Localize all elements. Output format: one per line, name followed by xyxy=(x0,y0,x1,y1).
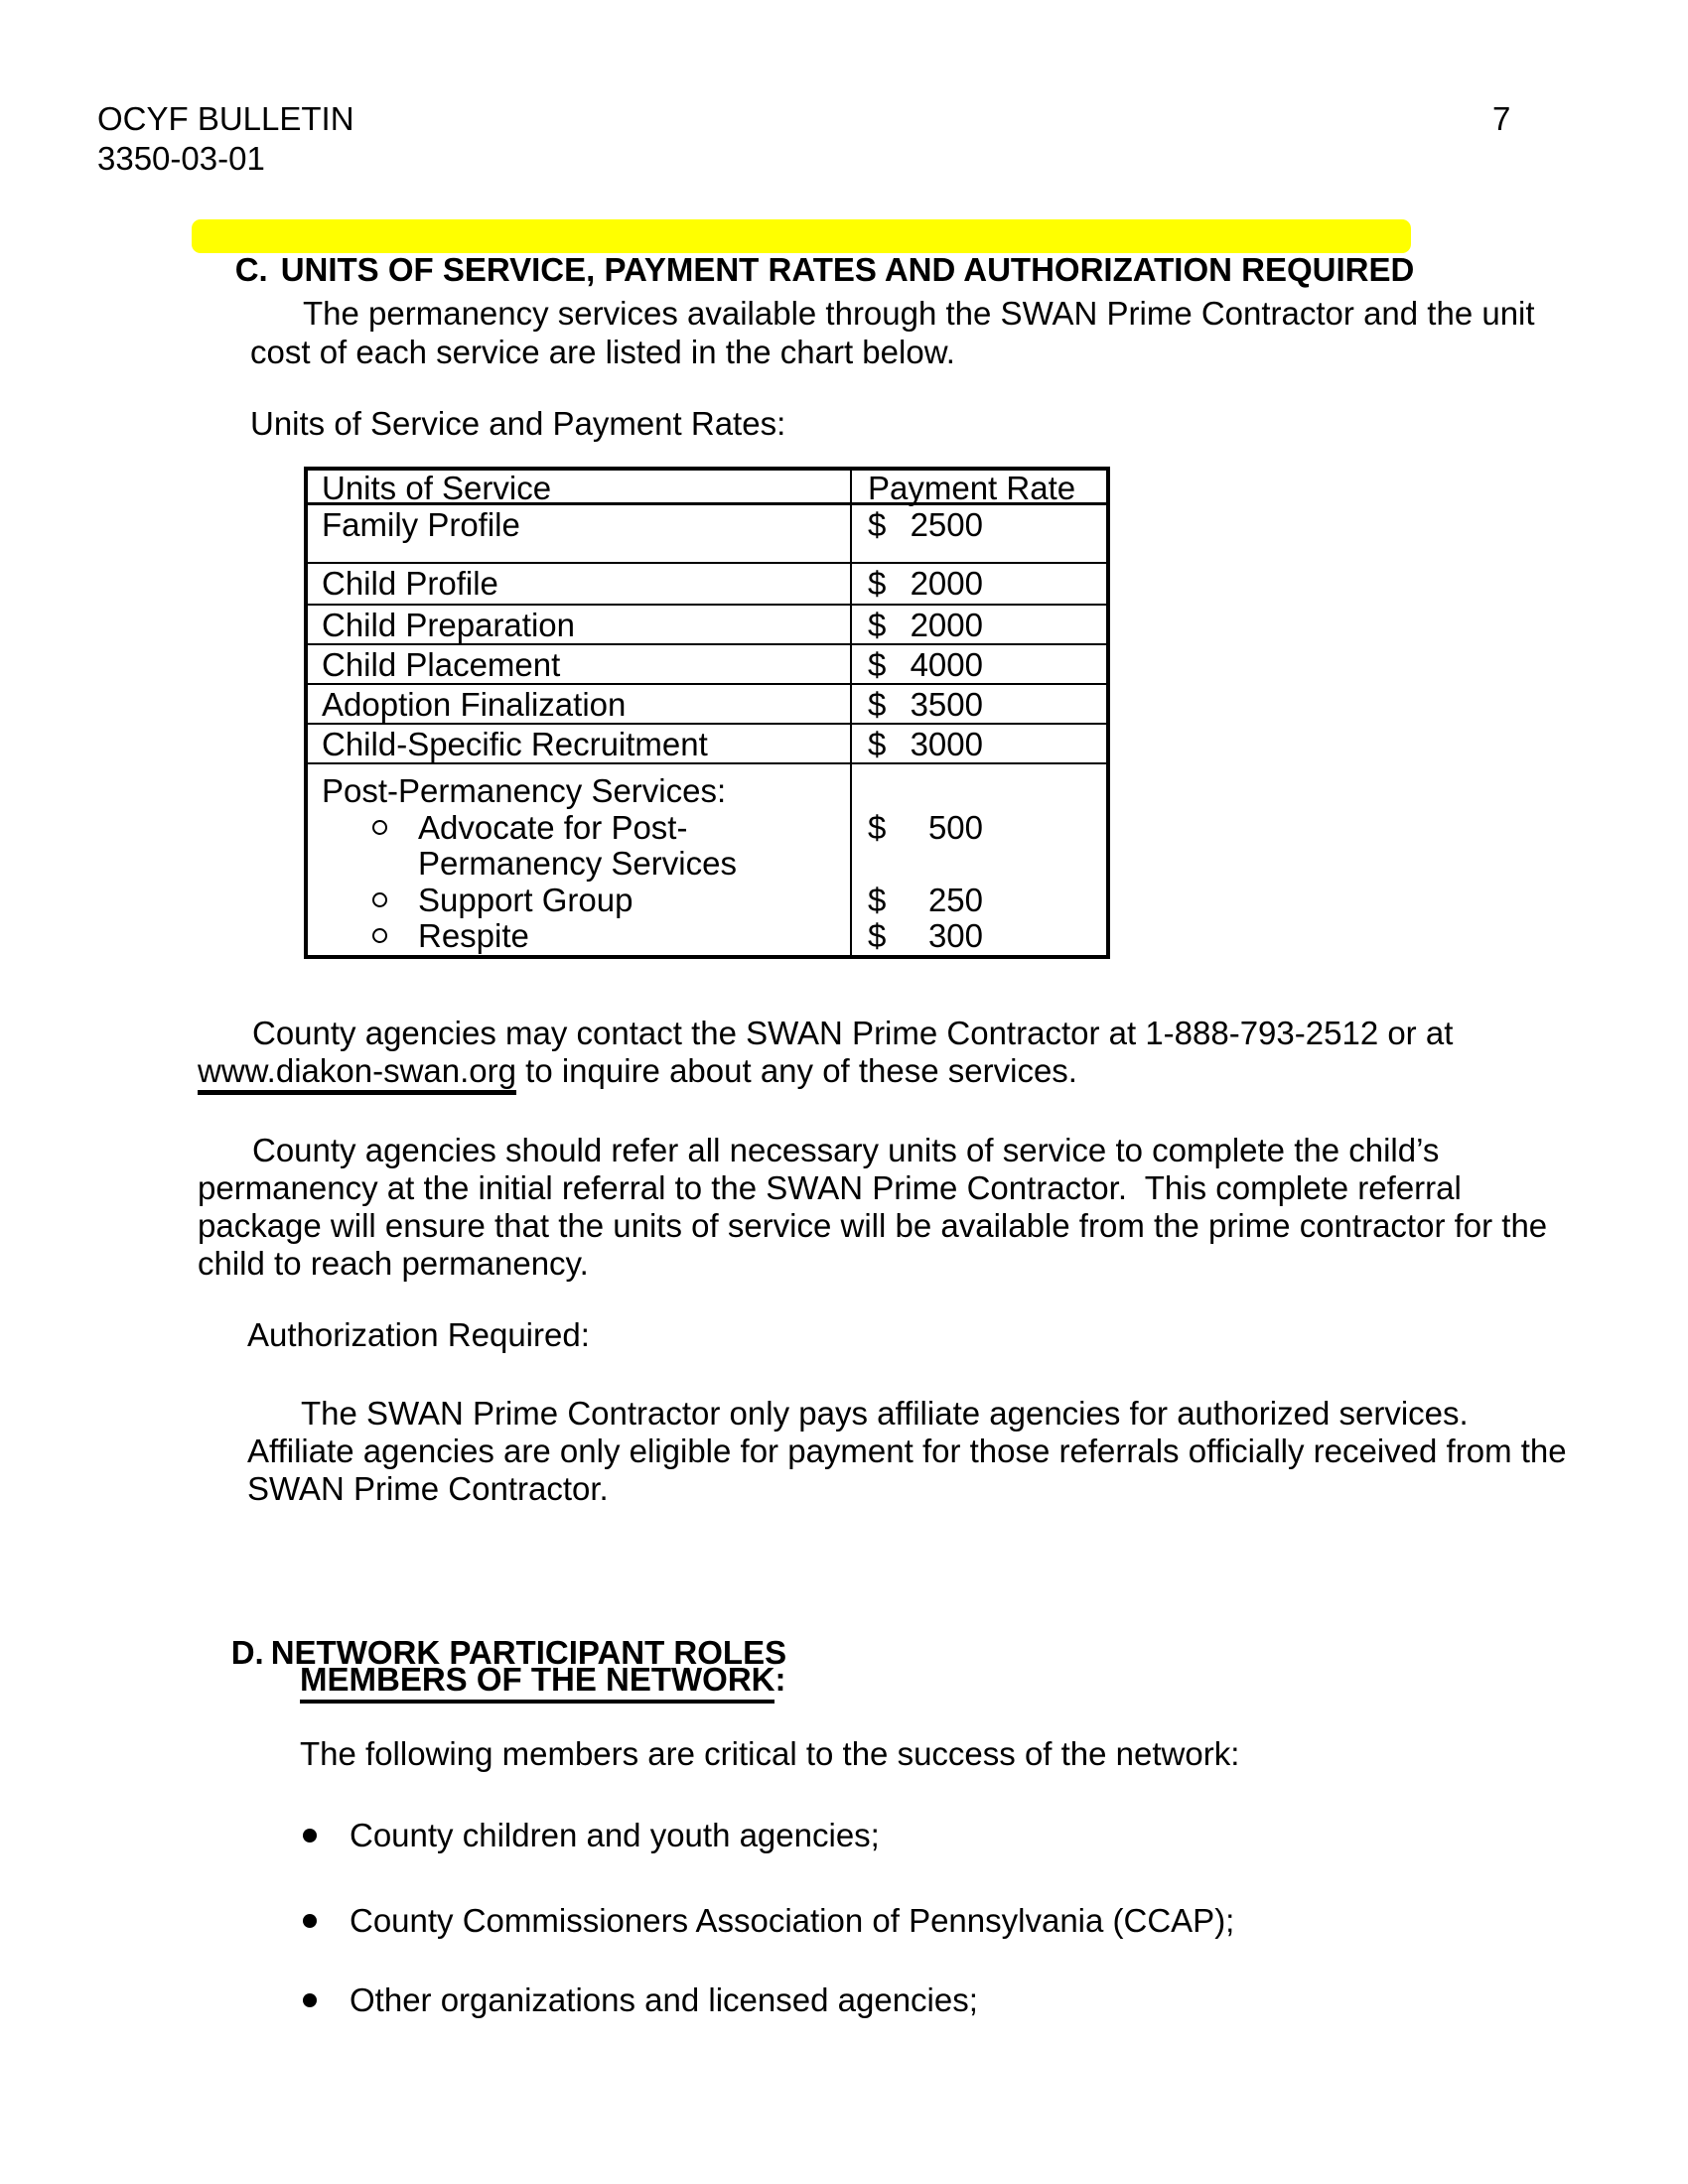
paragraph-line: The SWAN Prime Contractor only pays affiliate agencies for authorized services. xyxy=(301,1395,1469,1432)
rate-cell xyxy=(852,725,1106,762)
rate-amount: 2000 xyxy=(910,565,983,602)
bullet-icon xyxy=(303,1993,317,2007)
group-label: Post-Permanency Services: xyxy=(322,772,727,809)
intro-paragraph xyxy=(250,294,1551,371)
paragraph-line: The permanency services available through the SWAN Prime Contractor and the unit xyxy=(303,295,1535,332)
header-title: OCYF BULLETIN xyxy=(97,100,354,137)
item-line: Support Group xyxy=(418,881,633,918)
dollar-sign: $ xyxy=(868,881,887,918)
bullet-item xyxy=(303,1981,1544,2019)
service-cell: Family Profile xyxy=(308,505,852,562)
dollar-sign: $ xyxy=(868,808,887,846)
diakon-swan-link[interactable]: www.diakon-swan.org xyxy=(198,1052,516,1095)
table-header-row xyxy=(308,471,1106,505)
circle-bullet-icon xyxy=(372,820,387,835)
circle-bullet-icon xyxy=(372,892,387,907)
service-cell: Child Preparation xyxy=(308,606,852,643)
bullet-item xyxy=(303,1817,1544,1854)
item-line: Permanency Services xyxy=(418,845,737,883)
members-heading-underlined: MEMBERS OF THE NETWORK xyxy=(300,1661,774,1704)
paragraph-text: to inquire about any of these services. xyxy=(515,1052,1077,1089)
service-cell: Adoption Finalization xyxy=(308,685,852,723)
table-row xyxy=(308,725,1106,764)
paragraph-line: child to reach permanency. xyxy=(198,1245,589,1282)
group-item xyxy=(322,883,850,919)
item-line: Advocate for Post- xyxy=(418,808,688,846)
bullet-text: Other organizations and licensed agencies; xyxy=(350,1981,978,2018)
dollar-sign: $ xyxy=(868,917,887,955)
rates-table xyxy=(304,467,1110,959)
group-item xyxy=(322,810,850,883)
rate-amount: 500 xyxy=(927,808,983,846)
bullet-icon xyxy=(303,1829,317,1843)
section-d-prefix: D. xyxy=(230,1634,264,1671)
paragraph-line: permanency at the initial referral to the SWAN Prime Contractor. This complete referral xyxy=(198,1169,1462,1206)
section-c-heading xyxy=(192,219,1415,288)
rate-cell xyxy=(852,505,1106,562)
paragraph-line: Affiliate agencies are only eligible for payment for those referrals officially received from the xyxy=(247,1433,1567,1469)
dollar-sign: $ xyxy=(868,607,887,643)
section-c-title: UNITS OF SERVICE, PAYMENT RATES AND AUTHORIZATION REQUIRED xyxy=(280,251,1415,288)
document-header xyxy=(97,99,354,179)
paragraph-line xyxy=(198,1052,1558,1090)
members-bullet-list xyxy=(303,1817,1544,2019)
table-row xyxy=(308,685,1106,725)
rate-spacer xyxy=(868,846,1106,883)
table-row xyxy=(308,606,1106,645)
table-row xyxy=(308,564,1106,606)
section-d-title: NETWORK PARTICIPANT ROLES xyxy=(270,1634,787,1671)
authorization-paragraph xyxy=(247,1395,1567,1508)
group-item xyxy=(322,918,850,955)
column-header-service: Units of Service xyxy=(308,471,852,502)
rate-line xyxy=(868,810,1106,847)
bullet-text: County Commissioners Association of Pennsylvania (CCAP); xyxy=(350,1902,1235,1939)
paragraph-line: County agencies should refer all necessary units of service to complete the child’s xyxy=(252,1132,1440,1168)
dollar-sign: $ xyxy=(868,565,887,602)
paragraph-line: County agencies may contact the SWAN Prime Contractor at 1-888-793-2512 or at xyxy=(252,1015,1454,1051)
group-service-cell xyxy=(308,764,852,955)
referral-paragraph xyxy=(198,1132,1558,1283)
contact-paragraph xyxy=(198,1015,1558,1090)
rate-amount: 2000 xyxy=(910,607,983,643)
rate-amount: 300 xyxy=(927,917,983,955)
rate-cell xyxy=(852,564,1106,604)
rate-line xyxy=(868,883,1106,919)
item-line: Respite xyxy=(418,917,529,955)
table-row xyxy=(308,645,1106,685)
members-intro: The following members are critical to the success of the network: xyxy=(300,1735,1240,1772)
paragraph-line: package will ensure that the units of service will be available from the prime contractor for the xyxy=(198,1207,1548,1244)
rate-cell xyxy=(852,685,1106,723)
rate-amount: 3500 xyxy=(910,686,983,723)
section-c-prefix: C. xyxy=(234,251,268,288)
service-cell: Child-Specific Recruitment xyxy=(308,725,852,762)
paragraph-line: cost of each service are listed in the chart below. xyxy=(250,334,955,370)
dollar-sign: $ xyxy=(868,646,887,683)
members-heading-colon: : xyxy=(774,1661,786,1698)
page-number: 7 xyxy=(1492,100,1511,137)
dollar-sign: $ xyxy=(868,686,887,723)
rate-spacer xyxy=(868,773,1106,810)
service-cell: Child Placement xyxy=(308,645,852,683)
rate-amount: 4000 xyxy=(910,646,983,683)
paragraph-line: SWAN Prime Contractor. xyxy=(247,1470,609,1507)
service-cell: Child Profile xyxy=(308,564,852,604)
rate-line xyxy=(868,918,1106,955)
rates-table-caption: Units of Service and Payment Rates: xyxy=(250,405,786,442)
rate-cell xyxy=(852,645,1106,683)
rate-amount: 250 xyxy=(927,881,983,918)
bullet-text: County children and youth agencies; xyxy=(350,1817,880,1853)
bulletin-number: 3350-03-01 xyxy=(97,140,265,177)
authorization-label: Authorization Required: xyxy=(247,1316,590,1353)
rate-amount: 2500 xyxy=(910,506,983,543)
rate-amount: 3000 xyxy=(910,726,983,762)
group-row xyxy=(308,764,1106,955)
column-header-rate: Payment Rate xyxy=(868,470,1076,506)
dollar-sign: $ xyxy=(868,506,887,543)
circle-bullet-icon xyxy=(372,928,387,943)
bullet-item xyxy=(303,1902,1544,1940)
group-rate-cell xyxy=(852,764,1106,955)
members-heading xyxy=(300,1661,785,1699)
dollar-sign: $ xyxy=(868,726,887,762)
bullet-icon xyxy=(303,1914,317,1928)
rate-cell xyxy=(852,606,1106,643)
table-row xyxy=(308,505,1106,564)
